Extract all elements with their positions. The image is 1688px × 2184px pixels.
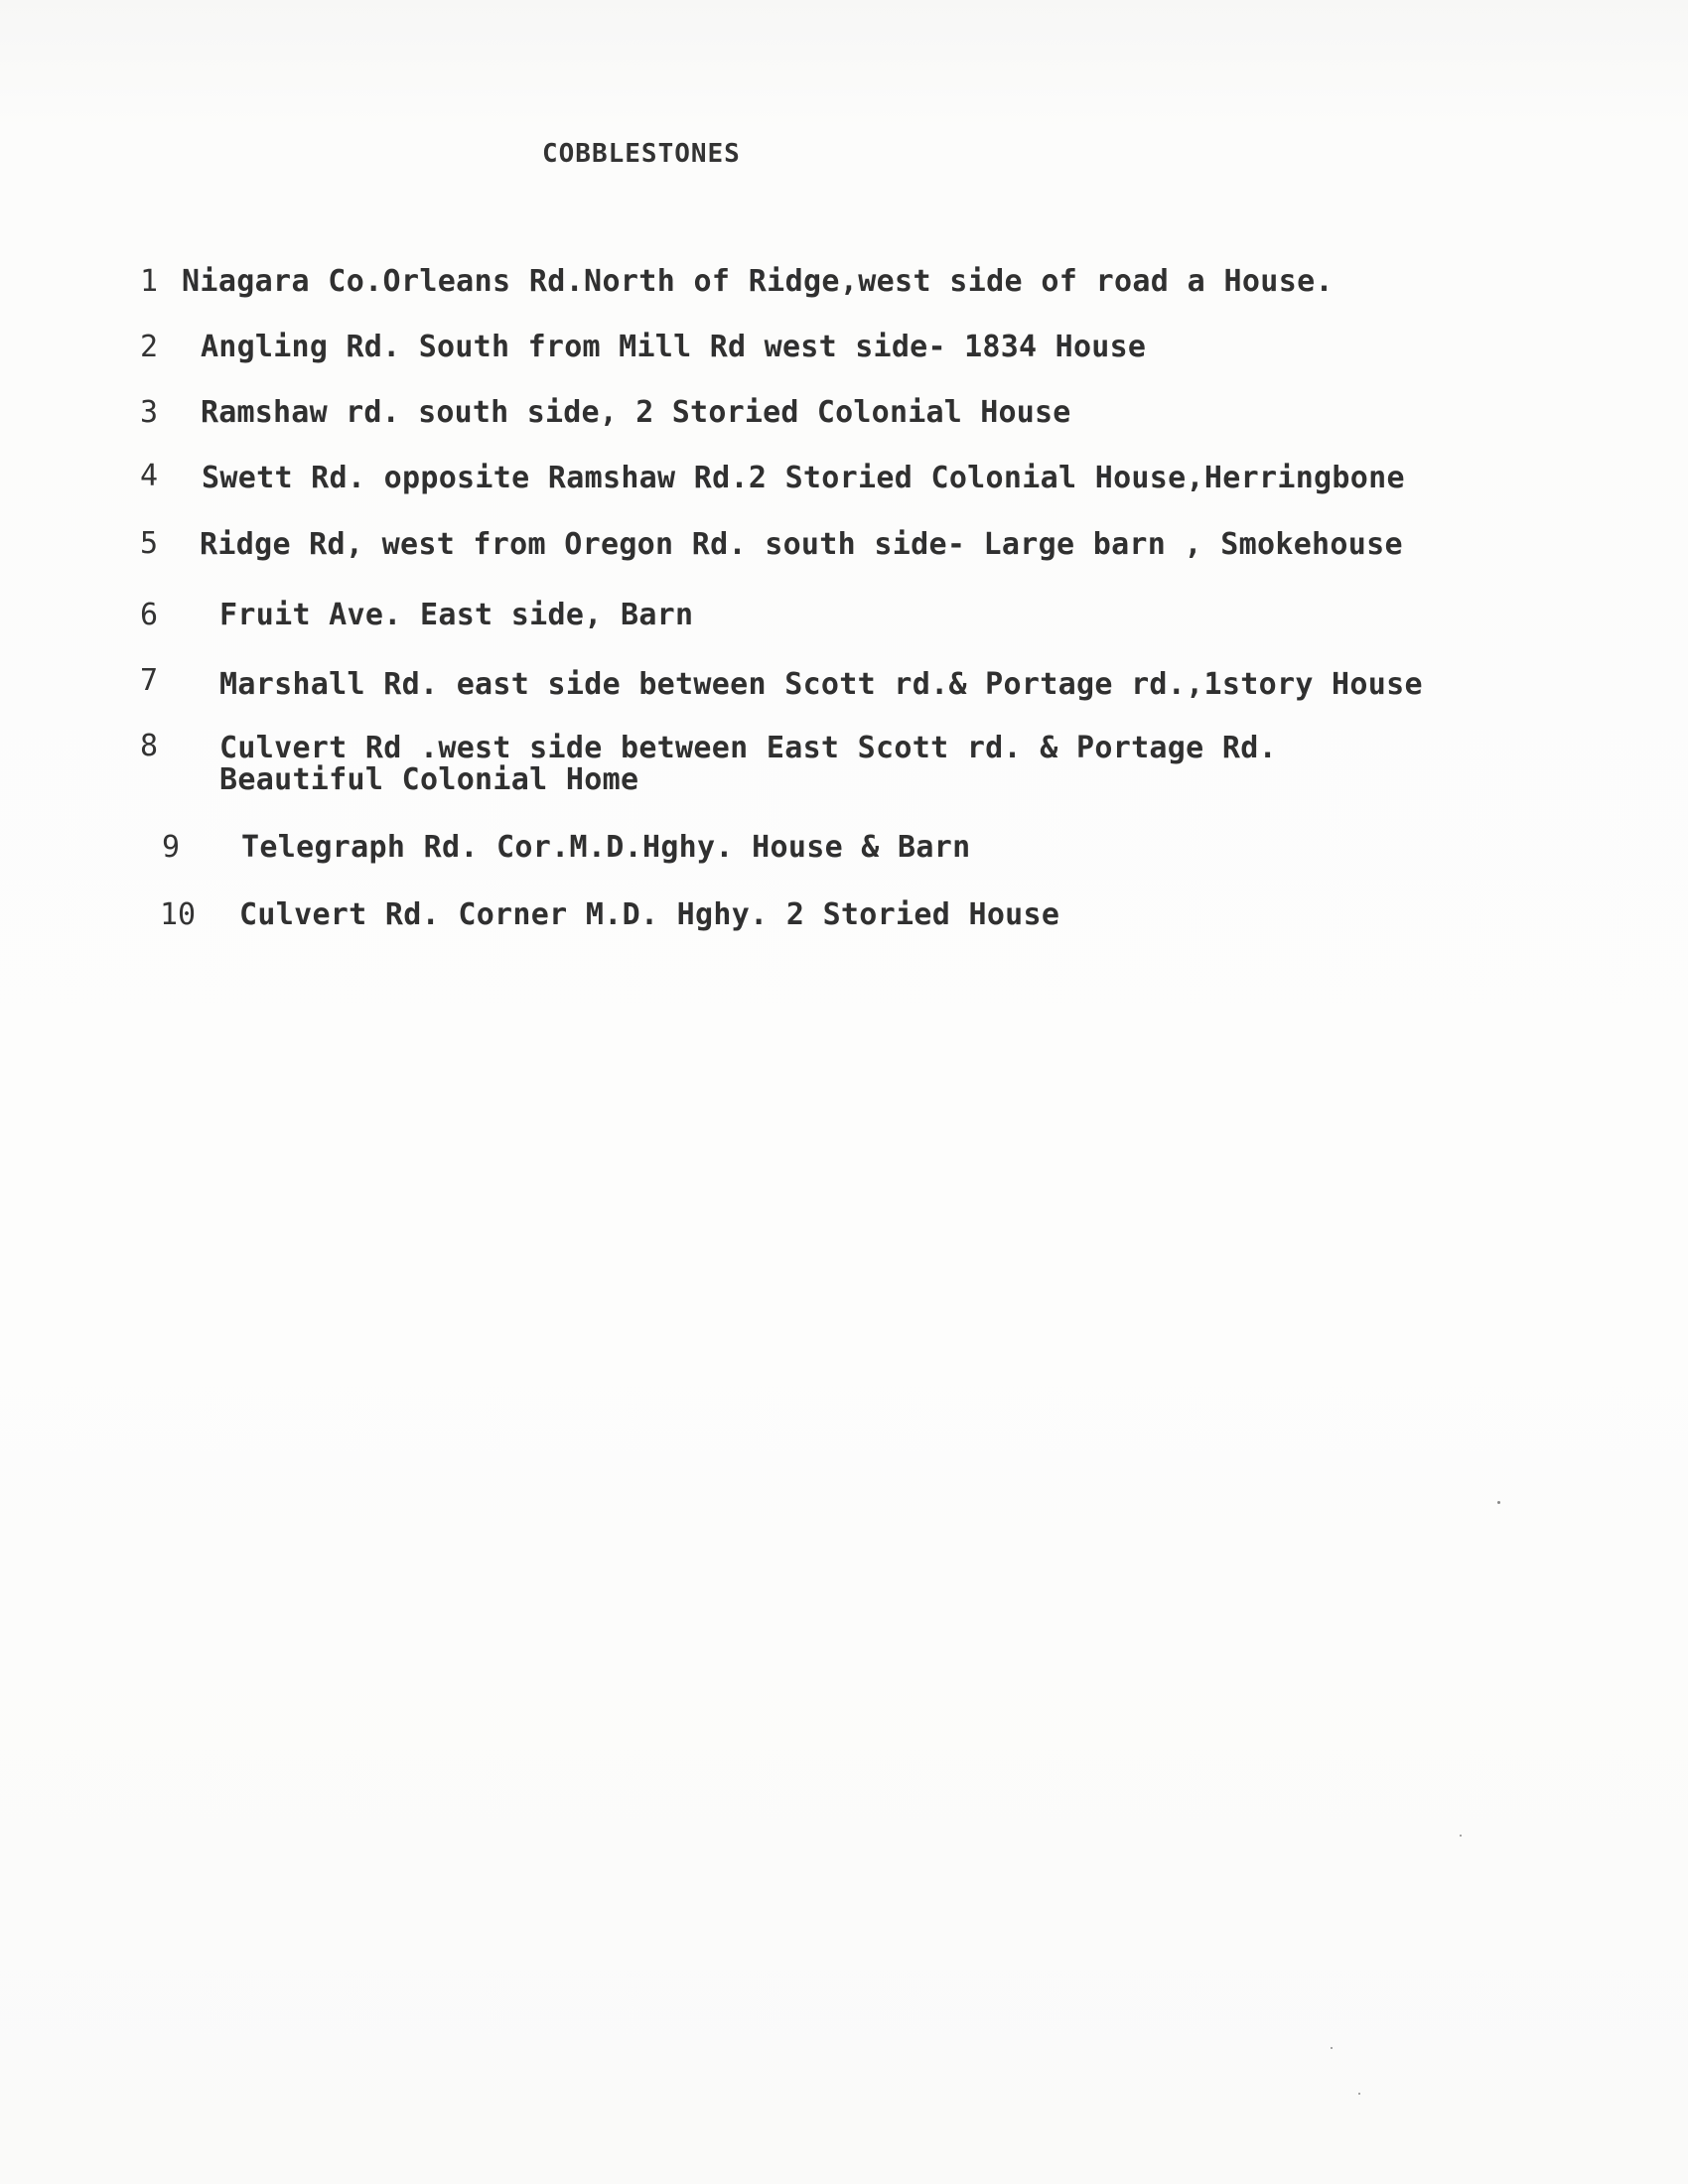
entry-text: Swett Rd. opposite Ramshaw Rd.2 Storied Colonial House,Herringbone: [202, 461, 1405, 495]
entry-text-line-1: Culvert Rd .west side between East Scott rd. & Portage Rd.: [219, 731, 1277, 765]
entry-text: Niagara Co.Orleans Rd.North of Ridge,west side of road a House.: [182, 264, 1334, 299]
entry-text: Telegraph Rd. Cor.M.D.Hghy. House & Barn: [241, 830, 971, 865]
entry-number: 1: [140, 264, 159, 299]
entry-text-line-2: Beautiful Colonial Home: [219, 762, 639, 797]
paper-speck: [1358, 2093, 1360, 2095]
paper-speck: [1497, 1501, 1500, 1504]
entry-text: Angling Rd. South from Mill Rd west side- 1834 House: [201, 330, 1147, 364]
entry-text: Marshall Rd. east side between Scott rd.& Portage rd.,1story House: [219, 667, 1423, 702]
entry-number: 5: [140, 526, 159, 561]
entry-number: 6: [140, 598, 159, 632]
entry-text: [219, 733, 1277, 796]
entry-text: Ramshaw rd. south side, 2 Storied Colonial House: [201, 395, 1071, 430]
entry-text: Culvert Rd. Corner M.D. Hghy. 2 Storied House: [239, 897, 1060, 932]
document-title: COBBLESTONES: [542, 139, 741, 169]
entry-text: Fruit Ave. East side, Barn: [219, 598, 694, 632]
entry-number: 3: [140, 395, 159, 430]
entry-number: 7: [140, 663, 159, 698]
entry-number: 2: [140, 330, 159, 364]
entry-number: 8: [140, 729, 159, 763]
entry-number: 9: [162, 830, 181, 865]
entry-number: 10: [160, 897, 197, 932]
entry-text: Ridge Rd, west from Oregon Rd. south side- Large barn , Smokehouse: [200, 527, 1403, 562]
paper-speck: [1331, 2047, 1333, 2049]
entry-number: 4: [140, 459, 159, 493]
paper-speck: [1460, 1835, 1462, 1837]
